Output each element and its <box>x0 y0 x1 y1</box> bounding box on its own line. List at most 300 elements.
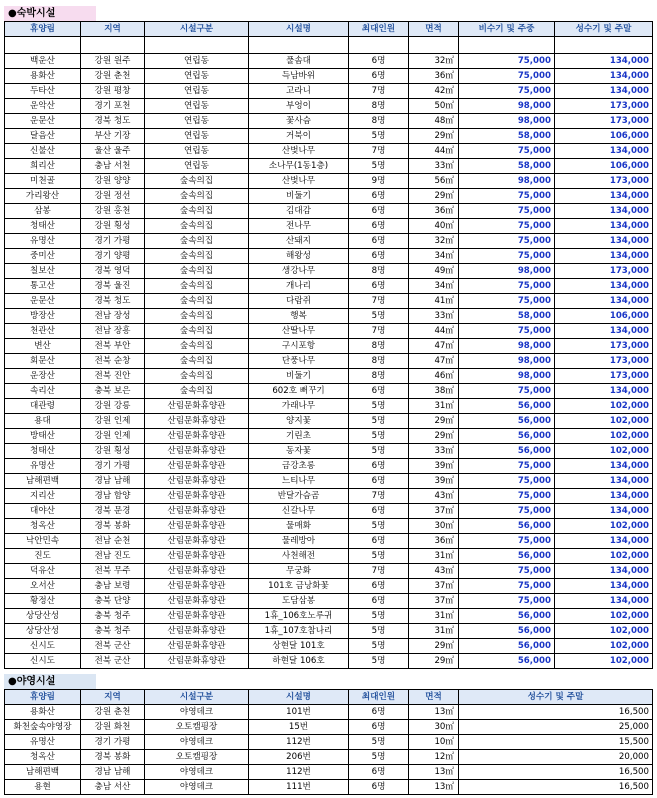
lodging-cell: 98,000 <box>459 174 555 189</box>
lodging-cell: 75,000 <box>459 534 555 549</box>
lodging-cell: 운문산 <box>5 114 81 129</box>
camping-cell: 5명 <box>349 735 409 750</box>
lodging-cell: 75,000 <box>459 489 555 504</box>
lodging-cell: 58,000 <box>459 159 555 174</box>
lodging-cell: 청태산 <box>5 444 81 459</box>
camping-header-cell: 성수기 및 주말 <box>459 690 653 705</box>
camping-cell: 16,500 <box>459 780 653 795</box>
lodging-cell: 남해편백 <box>5 474 81 489</box>
lodging-cell: 6명 <box>349 594 409 609</box>
lodging-cell: 75,000 <box>459 474 555 489</box>
lodging-cell: 134,000 <box>555 189 653 204</box>
lodging-cell: 75,000 <box>459 54 555 69</box>
lodging-cell: 31㎡ <box>409 624 459 639</box>
lodging-cell: 37㎡ <box>409 504 459 519</box>
lodging-cell: 숲속의집 <box>145 294 249 309</box>
lodging-cell: 102,000 <box>555 654 653 669</box>
lodging-cell: 56㎡ <box>409 174 459 189</box>
lodging-cell: 경북 문경 <box>81 504 145 519</box>
lodging-cell: 숲속의집 <box>145 204 249 219</box>
camping-cell: 13㎡ <box>409 765 459 780</box>
lodging-cell: 운악산 <box>5 99 81 114</box>
lodging-cell: 거북이 <box>249 129 349 144</box>
lodging-empty-cell <box>555 37 653 54</box>
lodging-cell: 중미산 <box>5 249 81 264</box>
lodging-cell: 30㎡ <box>409 519 459 534</box>
lodging-cell: 숲속의집 <box>145 339 249 354</box>
lodging-cell: 강원 횡성 <box>81 444 145 459</box>
lodging-cell: 강원 인제 <box>81 414 145 429</box>
lodging-cell: 통고산 <box>5 279 81 294</box>
lodging-cell: 득남바위 <box>249 69 349 84</box>
lodging-cell: 산딸나무 <box>249 324 349 339</box>
lodging-table-row <box>5 354 653 369</box>
lodging-cell: 산돼지 <box>249 234 349 249</box>
lodging-cell: 개나리 <box>249 279 349 294</box>
lodging-cell: 물레방아 <box>249 534 349 549</box>
lodging-cell: 숲속의집 <box>145 249 249 264</box>
lodging-cell: 7명 <box>349 84 409 99</box>
lodging-cell: 6명 <box>349 189 409 204</box>
lodging-cell: 산림문화휴양관 <box>145 609 249 624</box>
lodging-table-row <box>5 594 653 609</box>
lodging-cell: 134,000 <box>555 54 653 69</box>
lodging-cell: 변산 <box>5 339 81 354</box>
lodging-cell: 98,000 <box>459 114 555 129</box>
lodging-cell: 37㎡ <box>409 594 459 609</box>
lodging-header-cell: 시설명 <box>249 22 349 37</box>
camping-cell: 강원 화천 <box>81 720 145 735</box>
lodging-cell: 전북 무주 <box>81 564 145 579</box>
lodging-cell: 하현달 106호 <box>249 654 349 669</box>
camping-cell: 16,500 <box>459 705 653 720</box>
lodging-cell: 천관산 <box>5 324 81 339</box>
lodging-cell: 부엉이 <box>249 99 349 114</box>
lodging-cell: 1휴_107호참나리 <box>249 624 349 639</box>
lodging-cell: 강원 정선 <box>81 189 145 204</box>
lodging-cell: 희리산 <box>5 159 81 174</box>
lodging-cell: 134,000 <box>555 204 653 219</box>
lodging-cell: 75,000 <box>459 324 555 339</box>
lodging-cell: 전남 장흥 <box>81 324 145 339</box>
lodging-cell: 달음산 <box>5 129 81 144</box>
lodging-cell: 134,000 <box>555 219 653 234</box>
lodging-cell: 숲속의집 <box>145 219 249 234</box>
lodging-cell: 6명 <box>349 504 409 519</box>
lodging-cell: 백운산 <box>5 54 81 69</box>
lodging-cell: 40㎡ <box>409 219 459 234</box>
camping-cell: 오토캠핑장 <box>145 720 249 735</box>
lodging-cell: 덕유산 <box>5 564 81 579</box>
lodging-cell: 경기 양평 <box>81 249 145 264</box>
lodging-cell: 134,000 <box>555 234 653 249</box>
lodging-cell: 다람쥐 <box>249 294 349 309</box>
lodging-cell: 6명 <box>349 474 409 489</box>
lodging-cell: 5명 <box>349 414 409 429</box>
lodging-cell: 134,000 <box>555 474 653 489</box>
lodging-cell: 6명 <box>349 249 409 264</box>
camping-cell: 10㎡ <box>409 735 459 750</box>
lodging-table-row <box>5 174 653 189</box>
camping-cell: 13㎡ <box>409 705 459 720</box>
lodging-cell: 낙안민속 <box>5 534 81 549</box>
lodging-cell: 용대 <box>5 414 81 429</box>
lodging-cell: 29㎡ <box>409 414 459 429</box>
lodging-cell: 산림문화휴양관 <box>145 474 249 489</box>
lodging-cell: 두타산 <box>5 84 81 99</box>
lodging-cell: 부산 기장 <box>81 129 145 144</box>
lodging-cell: 충남 보령 <box>81 579 145 594</box>
lodging-cell: 8명 <box>349 354 409 369</box>
lodging-cell: 173,000 <box>555 369 653 384</box>
lodging-cell: 신시도 <box>5 639 81 654</box>
lodging-table-row <box>5 204 653 219</box>
lodging-cell: 연립동 <box>145 69 249 84</box>
lodging-cell: 31㎡ <box>409 609 459 624</box>
lodging-table-row <box>5 624 653 639</box>
camping-cell: 경북 봉화 <box>81 750 145 765</box>
lodging-cell: 102,000 <box>555 399 653 414</box>
lodging-cell: 충북 보은 <box>81 384 145 399</box>
lodging-cell: 56,000 <box>459 429 555 444</box>
lodging-cell: 전남 순천 <box>81 534 145 549</box>
lodging-cell: 청옥산 <box>5 519 81 534</box>
camping-header-cell: 면적 <box>409 690 459 705</box>
lodging-cell: 134,000 <box>555 279 653 294</box>
lodging-cell: 유명산 <box>5 459 81 474</box>
lodging-cell: 경기 가평 <box>81 459 145 474</box>
camping-cell: 야영데크 <box>145 765 249 780</box>
lodging-cell: 29㎡ <box>409 129 459 144</box>
lodging-cell: 충남 서천 <box>81 159 145 174</box>
lodging-cell: 숲속의집 <box>145 189 249 204</box>
lodging-cell: 36㎡ <box>409 204 459 219</box>
lodging-cell: 29㎡ <box>409 654 459 669</box>
lodging-table-row <box>5 534 653 549</box>
lodging-cell: 44㎡ <box>409 324 459 339</box>
lodging-cell: 102,000 <box>555 639 653 654</box>
lodging-cell: 5명 <box>349 549 409 564</box>
lodging-table-row <box>5 294 653 309</box>
camping-cell: 청옥산 <box>5 750 81 765</box>
lodging-cell: 경북 봉화 <box>81 519 145 534</box>
lodging-cell: 56,000 <box>459 519 555 534</box>
camping-cell: 30㎡ <box>409 720 459 735</box>
lodging-section-title: ●숙박시설 <box>4 6 96 21</box>
lodging-cell: 숲속의집 <box>145 354 249 369</box>
lodging-table-row <box>5 489 653 504</box>
lodging-cell: 36㎡ <box>409 69 459 84</box>
lodging-cell: 98,000 <box>459 99 555 114</box>
camping-cell: 유명산 <box>5 735 81 750</box>
lodging-cell: 강원 평창 <box>81 84 145 99</box>
lodging-cell: 75,000 <box>459 459 555 474</box>
lodging-cell: 173,000 <box>555 264 653 279</box>
lodging-cell: 소나무(1동1층) <box>249 159 349 174</box>
lodging-cell: 황정산 <box>5 594 81 609</box>
lodging-header-cell: 지역 <box>81 22 145 37</box>
camping-cell: 오토캠핑장 <box>145 750 249 765</box>
lodging-cell: 134,000 <box>555 324 653 339</box>
lodging-cell: 46㎡ <box>409 369 459 384</box>
lodging-cell: 꽃사슴 <box>249 114 349 129</box>
lodging-cell: 6명 <box>349 219 409 234</box>
camping-cell: 야영데크 <box>145 705 249 720</box>
camping-cell: 112번 <box>249 735 349 750</box>
lodging-cell: 산림문화휴양관 <box>145 399 249 414</box>
lodging-cell: 숲속의집 <box>145 279 249 294</box>
camping-cell: 20,000 <box>459 750 653 765</box>
lodging-table-row <box>5 549 653 564</box>
lodging-cell: 연립동 <box>145 114 249 129</box>
camping-cell: 야영데크 <box>145 780 249 795</box>
lodging-empty-cell <box>409 37 459 54</box>
lodging-cell: 134,000 <box>555 534 653 549</box>
camping-cell: 25,000 <box>459 720 653 735</box>
lodging-cell: 5명 <box>349 609 409 624</box>
lodging-cell: 삼봉 <box>5 204 81 219</box>
lodging-cell: 106,000 <box>555 129 653 144</box>
lodging-empty-cell <box>349 37 409 54</box>
lodging-cell: 산림문화휴양관 <box>145 519 249 534</box>
lodging-cell: 49㎡ <box>409 264 459 279</box>
lodging-cell: 전나무 <box>249 219 349 234</box>
lodging-cell: 7명 <box>349 564 409 579</box>
lodging-cell: 134,000 <box>555 579 653 594</box>
camping-cell: 화천숲속야영장 <box>5 720 81 735</box>
lodging-cell: 양지꽃 <box>249 414 349 429</box>
lodging-table-row <box>5 309 653 324</box>
lodging-cell: 44㎡ <box>409 144 459 159</box>
lodging-cell: 5명 <box>349 624 409 639</box>
lodging-table-row <box>5 564 653 579</box>
lodging-cell: 31㎡ <box>409 399 459 414</box>
lodging-cell: 8명 <box>349 369 409 384</box>
lodging-table-row <box>5 654 653 669</box>
lodging-table-row <box>5 459 653 474</box>
lodging-cell: 전북 부안 <box>81 339 145 354</box>
lodging-cell: 6명 <box>349 69 409 84</box>
lodging-table-row <box>5 369 653 384</box>
lodging-cell: 75,000 <box>459 384 555 399</box>
lodging-cell: 산벚나무 <box>249 144 349 159</box>
lodging-cell: 강원 양양 <box>81 174 145 189</box>
camping-header-row <box>5 690 653 705</box>
lodging-cell: 6명 <box>349 204 409 219</box>
lodging-cell: 102,000 <box>555 609 653 624</box>
lodging-cell: 5명 <box>349 444 409 459</box>
lodging-cell: 5명 <box>349 129 409 144</box>
lodging-cell: 9명 <box>349 174 409 189</box>
lodging-cell: 숲속의집 <box>145 264 249 279</box>
lodging-cell: 전남 진도 <box>81 549 145 564</box>
lodging-cell: 신시도 <box>5 654 81 669</box>
lodging-spacer-row <box>5 37 653 54</box>
lodging-table-row <box>5 144 653 159</box>
lodging-cell: 42㎡ <box>409 84 459 99</box>
camping-cell: 16,500 <box>459 765 653 780</box>
lodging-cell: 43㎡ <box>409 564 459 579</box>
lodging-cell: 대관령 <box>5 399 81 414</box>
lodging-table-row <box>5 609 653 624</box>
lodging-cell: 8명 <box>349 99 409 114</box>
camping-header-cell: 시설구분 <box>145 690 249 705</box>
lodging-cell: 신불산 <box>5 144 81 159</box>
lodging-table-row <box>5 474 653 489</box>
lodging-cell: 56,000 <box>459 624 555 639</box>
lodging-cell: 오서산 <box>5 579 81 594</box>
lodging-cell: 대야산 <box>5 504 81 519</box>
lodging-cell: 5명 <box>349 639 409 654</box>
lodging-table-row <box>5 249 653 264</box>
lodging-cell: 56,000 <box>459 414 555 429</box>
lodging-cell: 102,000 <box>555 549 653 564</box>
lodging-cell: 56,000 <box>459 639 555 654</box>
lodging-cell: 산림문화휴양관 <box>145 534 249 549</box>
camping-cell: 6명 <box>349 720 409 735</box>
camping-cell: 15번 <box>249 720 349 735</box>
lodging-cell: 물매화 <box>249 519 349 534</box>
lodging-cell: 비둘기 <box>249 189 349 204</box>
lodging-cell: 5명 <box>349 309 409 324</box>
lodging-cell: 방장산 <box>5 309 81 324</box>
camping-cell: 용현 <box>5 780 81 795</box>
lodging-cell: 산림문화휴양관 <box>145 624 249 639</box>
lodging-table-row <box>5 414 653 429</box>
lodging-empty-cell <box>5 37 81 54</box>
lodging-table-row <box>5 429 653 444</box>
camping-cell: 충남 서산 <box>81 780 145 795</box>
lodging-cell: 173,000 <box>555 339 653 354</box>
lodging-cell: 강원 원주 <box>81 54 145 69</box>
lodging-cell: 동자꽃 <box>249 444 349 459</box>
lodging-cell: 행복 <box>249 309 349 324</box>
lodging-cell: 75,000 <box>459 579 555 594</box>
lodging-empty-cell <box>145 37 249 54</box>
lodging-header-cell: 성수기 및 주말 <box>555 22 653 37</box>
lodging-cell: 106,000 <box>555 309 653 324</box>
lodging-cell: 연립동 <box>145 54 249 69</box>
lodging-cell: 56,000 <box>459 549 555 564</box>
lodging-cell: 48㎡ <box>409 114 459 129</box>
lodging-cell: 134,000 <box>555 459 653 474</box>
lodging-cell: 강원 춘천 <box>81 69 145 84</box>
lodging-cell: 134,000 <box>555 489 653 504</box>
lodging-cell: 56,000 <box>459 609 555 624</box>
lodging-cell: 연립동 <box>145 144 249 159</box>
lodging-table-row <box>5 264 653 279</box>
camping-cell: 경남 남해 <box>81 765 145 780</box>
lodging-cell: 6명 <box>349 234 409 249</box>
lodging-cell: 37㎡ <box>409 579 459 594</box>
lodging-cell: 6명 <box>349 54 409 69</box>
lodging-cell: 전북 진안 <box>81 369 145 384</box>
lodging-cell: 금강초롱 <box>249 459 349 474</box>
lodging-cell: 강원 강릉 <box>81 399 145 414</box>
lodging-cell: 98,000 <box>459 354 555 369</box>
lodging-cell: 비둘기 <box>249 369 349 384</box>
lodging-cell: 6명 <box>349 459 409 474</box>
camping-cell: 112번 <box>249 765 349 780</box>
lodging-cell: 산림문화휴양관 <box>145 504 249 519</box>
lodging-cell: 5명 <box>349 429 409 444</box>
camping-table-row <box>5 780 653 795</box>
lodging-cell: 134,000 <box>555 144 653 159</box>
lodging-table-row <box>5 339 653 354</box>
lodging-cell: 134,000 <box>555 384 653 399</box>
lodging-cell: 34㎡ <box>409 249 459 264</box>
camping-cell: 남해편백 <box>5 765 81 780</box>
lodging-cell: 134,000 <box>555 564 653 579</box>
lodging-cell: 173,000 <box>555 354 653 369</box>
lodging-cell: 전북 군산 <box>81 654 145 669</box>
lodging-cell: 진도 <box>5 549 81 564</box>
lodging-cell: 102,000 <box>555 429 653 444</box>
lodging-cell: 속리산 <box>5 384 81 399</box>
camping-table-row <box>5 750 653 765</box>
lodging-cell: 33㎡ <box>409 159 459 174</box>
lodging-cell: 반달가슴곰 <box>249 489 349 504</box>
lodging-cell: 전남 장성 <box>81 309 145 324</box>
lodging-cell: 50㎡ <box>409 99 459 114</box>
lodging-cell: 75,000 <box>459 144 555 159</box>
lodging-cell: 134,000 <box>555 294 653 309</box>
lodging-table-row <box>5 399 653 414</box>
lodging-cell: 가래나무 <box>249 399 349 414</box>
lodging-cell: 56,000 <box>459 399 555 414</box>
camping-cell: 101번 <box>249 705 349 720</box>
lodging-cell: 5명 <box>349 399 409 414</box>
lodging-cell: 58,000 <box>459 129 555 144</box>
lodging-cell: 산림문화휴양관 <box>145 429 249 444</box>
lodging-cell: 울산 울주 <box>81 144 145 159</box>
lodging-cell: 단풍나무 <box>249 354 349 369</box>
lodging-cell: 산림문화휴양관 <box>145 654 249 669</box>
lodging-cell: 칠보산 <box>5 264 81 279</box>
camping-cell: 용화산 <box>5 705 81 720</box>
lodging-cell: 29㎡ <box>409 189 459 204</box>
lodging-table-row <box>5 159 653 174</box>
lodging-cell: 연립동 <box>145 84 249 99</box>
lodging-header-cell: 최대인원 <box>349 22 409 37</box>
lodging-cell: 연립동 <box>145 129 249 144</box>
lodging-table-row <box>5 54 653 69</box>
lodging-cell: 173,000 <box>555 99 653 114</box>
lodging-cell: 134,000 <box>555 504 653 519</box>
lodging-cell: 느티나무 <box>249 474 349 489</box>
camping-table-row <box>5 765 653 780</box>
camping-table <box>4 689 653 795</box>
lodging-cell: 풀솜대 <box>249 54 349 69</box>
lodging-table-row <box>5 384 653 399</box>
lodging-table-row <box>5 129 653 144</box>
lodging-cell: 청태산 <box>5 219 81 234</box>
lodging-cell: 7명 <box>349 294 409 309</box>
lodging-cell: 산림문화휴양관 <box>145 639 249 654</box>
lodging-cell: 상현달 101호 <box>249 639 349 654</box>
lodging-cell: 75,000 <box>459 249 555 264</box>
lodging-header-cell: 시설구분 <box>145 22 249 37</box>
lodging-cell: 75,000 <box>459 69 555 84</box>
lodging-cell: 6명 <box>349 534 409 549</box>
lodging-cell: 미천골 <box>5 174 81 189</box>
lodging-cell: 산림문화휴양관 <box>145 594 249 609</box>
lodging-table-row <box>5 444 653 459</box>
lodging-cell: 가리왕산 <box>5 189 81 204</box>
lodging-cell: 강원 횡성 <box>81 219 145 234</box>
lodging-cell: 47㎡ <box>409 354 459 369</box>
camping-cell: 206번 <box>249 750 349 765</box>
